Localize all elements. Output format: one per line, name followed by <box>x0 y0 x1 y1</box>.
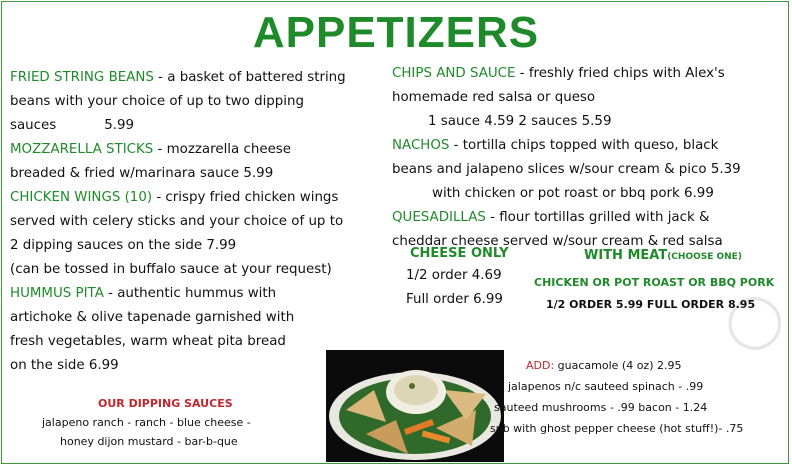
menu-item-wings: CHICKEN WINGS (10) - crispy fried chicken wings <box>10 190 339 205</box>
watermark-logo: ◯ <box>725 290 784 350</box>
menu-item-hummus: HUMMUS PITA - authentic hummus with <box>10 286 277 301</box>
with-meat-header: WITH MEAT(CHOOSE ONE) <box>584 248 742 263</box>
add-ons-line4: sub with ghost pepper cheese (hot stuff!)- .75 <box>490 422 744 435</box>
cheese-only-header: CHEESE ONLY <box>410 246 509 261</box>
cheese-only-prices: 1/2 order 4.69 Full order 6.99 <box>406 268 503 307</box>
menu-item-nachos: NACHOS - tortilla chips topped with queso, black <box>392 138 719 153</box>
dipping-sauces-line2: honey dijon mustard - bar-b-que <box>60 435 238 448</box>
right-column: CHIPS AND SAUCE - freshly fried chips with Alex's homemade red salsa or queso 1 sauce 4.59 2 sauces 5.59 NACHOS - tortilla chips topped with queso, black beans and jalapeno slices w/sour cream & pico 5.39 with chicken or pot roast or bbq pork 6.99 QUESADILLAS - flour tortillas grilled with jack & cheddar cheese served w/sour cream & red salsa <box>392 62 741 254</box>
dipping-sauces-line1: jalapeno ranch - ranch - blue cheese - <box>42 416 251 429</box>
add-label: ADD: <box>526 359 555 372</box>
page-title: APPETIZERS <box>252 8 540 57</box>
dipping-sauces-header: OUR DIPPING SAUCES <box>98 397 233 410</box>
add-ons-line2: jalapenos n/c sauteed spinach - .99 <box>508 380 704 393</box>
menu-item-chips: CHIPS AND SAUCE - freshly fried chips with Alex's <box>392 66 725 81</box>
hummus-plate-photo <box>326 350 504 462</box>
left-column: FRIED STRING BEANS - a basket of battered string beans with your choice of up to two dipping sauces 5.99 MOZZARELLA STICKS - mozzarella cheese breaded & fried w/marinara sauce 5.99 CHICKEN WINGS (10) - crispy fried chicken wings served with celery sticks and your choice of up to 2 dipping sauces on the side 7.99 (can be tossed in buffalo sauce at your request) HUMMUS PITA - authentic hummus with artichoke & olive tapenade garnished with fresh vegetables, warm wheat pita bread on the side 6.99 <box>10 66 346 378</box>
add-ons-line3: sauteed mushrooms - .99 bacon - 1.24 <box>494 401 708 414</box>
add-ons-line1: ADD: guacamole (4 oz) 2.95 <box>526 359 682 372</box>
menu-item-string-beans: FRIED STRING BEANS - a basket of battered string <box>10 70 346 85</box>
menu-item-quesadillas: QUESADILLAS - flour tortillas grilled with jack & <box>392 210 710 225</box>
meat-choices: CHICKEN OR POT ROAST OR BBQ PORK <box>534 276 775 289</box>
meat-prices: 1/2 ORDER 5.99 FULL ORDER 8.95 <box>546 298 756 311</box>
price: 5.99 <box>104 118 135 133</box>
menu-item-mozzarella: MOZZARELLA STICKS - mozzarella cheese <box>10 142 292 157</box>
